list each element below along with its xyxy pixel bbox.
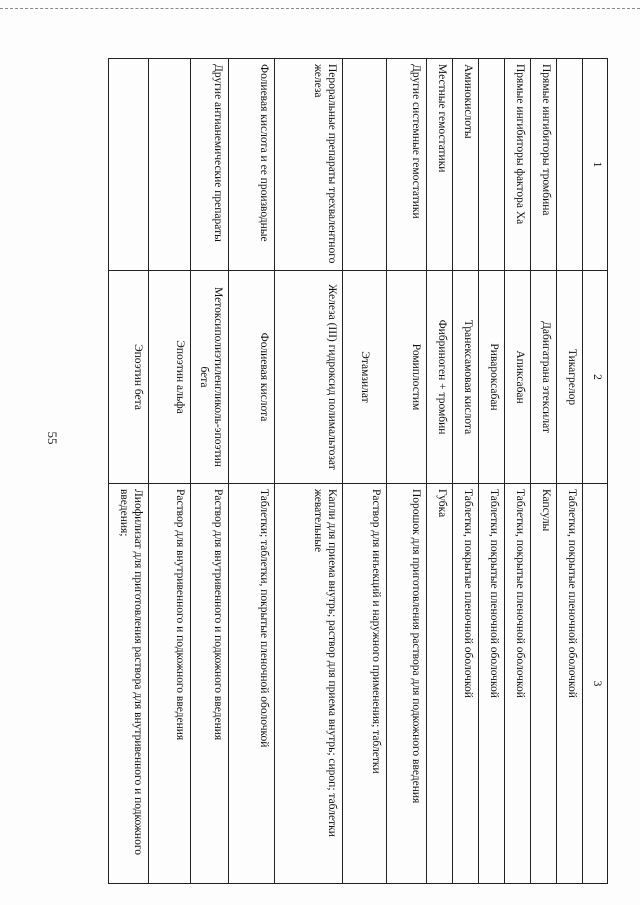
group-cell	[479, 59, 505, 271]
forms-cell: Таблетки, покрытые пленочной оболочкой	[453, 484, 479, 884]
column-header: 3	[583, 484, 608, 884]
substance-cell: Фолиевая кислота	[229, 271, 275, 484]
drug-table	[108, 58, 608, 884]
forms-cell: Лиофилизат для приготовления раствора для внутривенного и подкожного введения;	[109, 484, 149, 884]
group-cell	[109, 59, 149, 271]
table-row	[427, 59, 453, 884]
group-cell: Другие антианемические препараты	[191, 59, 229, 271]
column-header: 2	[583, 271, 608, 484]
table-row	[191, 59, 229, 884]
forms-cell: Таблетки, покрытые пленочной оболочкой	[557, 484, 583, 884]
table-row	[343, 59, 387, 884]
substance-cell: Этамзилат	[343, 271, 387, 484]
group-cell	[557, 59, 583, 271]
group-cell: Пероральные препараты трехвалентного железа	[275, 59, 343, 271]
group-cell: Фолиевая кислота и ее производные	[229, 59, 275, 271]
forms-cell: Раствор для внутривенного и подкожного введения	[191, 484, 229, 884]
group-cell: Аминокислоты	[453, 59, 479, 271]
substance-cell: Апиксабан	[505, 271, 531, 484]
forms-cell: Таблетки; таблетки, покрытые пленочной оболочкой	[229, 484, 275, 884]
column-header: 1	[583, 59, 608, 271]
substance-cell: Эпоэтин бета	[109, 271, 149, 484]
forms-cell: Капли для приема внутрь; раствор для приема внутрь; сироп; таблетки жевательные	[275, 484, 343, 884]
table-row	[505, 59, 531, 884]
table-row	[149, 59, 191, 884]
table-row	[229, 59, 275, 884]
rotated-table-container	[68, 58, 608, 883]
forms-cell: Раствор для внутривенного и подкожного введения	[149, 484, 191, 884]
substance-cell: Фибриноген + тромбин	[427, 271, 453, 484]
forms-cell: Порошок для приготовления раствора для подкожного введения	[387, 484, 427, 884]
group-cell: Прямые ингибиторы тромбина	[531, 59, 557, 271]
group-cell: Прямые ингибиторы фактора Xa	[505, 59, 531, 271]
group-cell	[343, 59, 387, 271]
table-row	[479, 59, 505, 884]
group-cell: Местные гемостатики	[427, 59, 453, 271]
forms-cell: Губка	[427, 484, 453, 884]
forms-cell: Капсулы	[531, 484, 557, 884]
table-row	[557, 59, 583, 884]
forms-cell: Таблетки, покрытые пленочной оболочкой	[479, 484, 505, 884]
substance-cell: Ромиплостим	[387, 271, 427, 484]
table-row	[453, 59, 479, 884]
substance-cell: Ривароксабан	[479, 271, 505, 484]
table-row	[275, 59, 343, 884]
table-row	[387, 59, 427, 884]
group-cell	[149, 59, 191, 271]
page-number: 55	[45, 431, 60, 445]
page-top-edge	[0, 8, 640, 9]
forms-cell: Таблетки, покрытые пленочной оболочкой	[505, 484, 531, 884]
substance-cell: Транексамовая кислота	[453, 271, 479, 484]
substance-cell: Тикагрелор	[557, 271, 583, 484]
substance-cell: Железа (III) гидроксид полимальтозат	[275, 271, 343, 484]
substance-cell: Эпоэтин альфа	[149, 271, 191, 484]
substance-cell: Метоксиполиэтиленгликоль-эпоэтин бета	[191, 271, 229, 484]
table-row	[109, 59, 149, 884]
group-cell: Другие системные гемостатики	[387, 59, 427, 271]
table-header-row	[583, 59, 608, 884]
table-row	[531, 59, 557, 884]
substance-cell: Дабигатрана этексилат	[531, 271, 557, 484]
forms-cell: Раствор для инъекций и наружного применения; таблетки	[343, 484, 387, 884]
